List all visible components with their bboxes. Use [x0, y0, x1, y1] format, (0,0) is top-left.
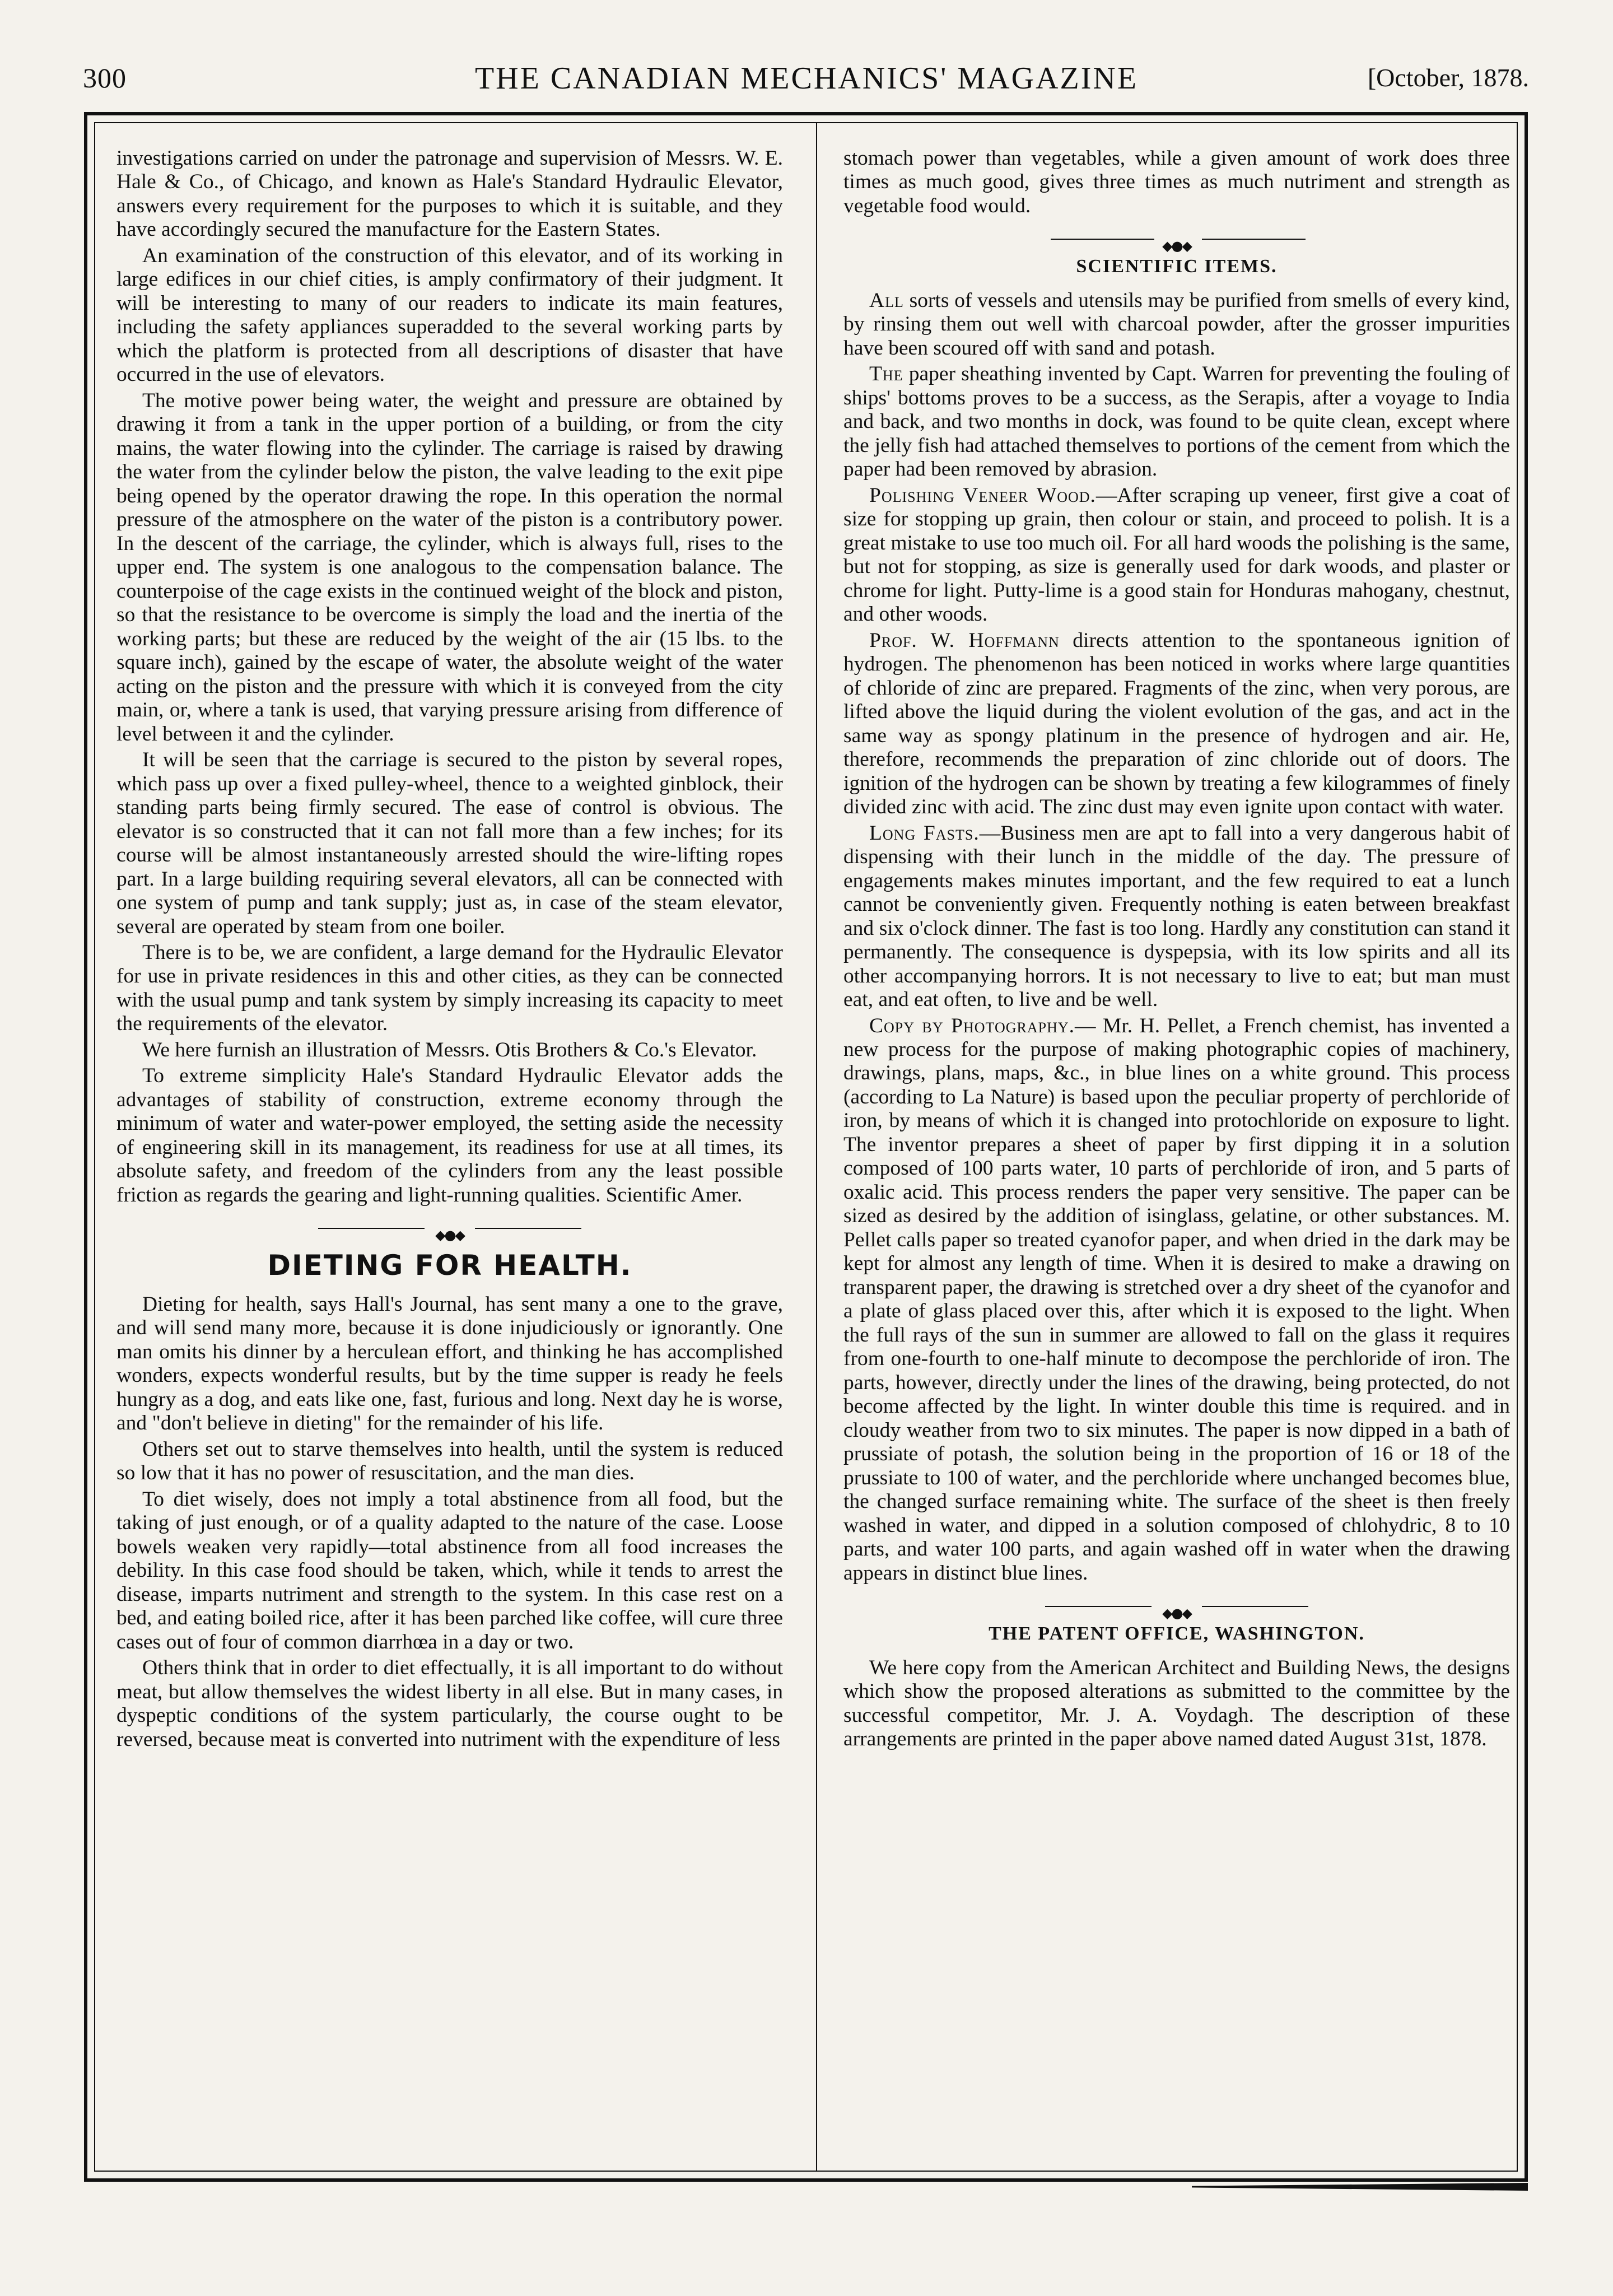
science-item-lead: Copy by Photography. [869, 1014, 1075, 1037]
science-item-text: —Business men are apt to fall into a very dangerous habit of dispensing with their lunch in the middle of the day. The pressure of engagements makes minutes important, and the few required to eat a lunch cannot be conveniently given. Frequently nothing is eaten between breakfast and six o'clock dinner. The fast is too long. Hardly any constitution can stand it permanently. The consequence is dyspepsia, with its low spirits and all its other accompanying horrors. It is not necessary to live to eat; but man must eat, and eat often, to live and be well. [843, 821, 1510, 1012]
column-rule [816, 123, 817, 2171]
science-item [843, 822, 1510, 1012]
page-bottom-rule-swell [1192, 2183, 1528, 2191]
science-item [843, 289, 1510, 360]
article-paragraph: Dieting for health, says Hall's Journal, has sent many a one to the grave, and will send many more, because it is done injudiciously or ignorantly. One man omits his dinner by a herculean effort, and thinking he has accomplished wonders, expects wonderful results, but by the time supper is ready he feels hungry as a dog, and eats like one, fast, furious and long. Next day he is worse, and "don't believe in dieting" for the remainder of his life. [116, 1292, 783, 1435]
science-item [843, 484, 1510, 627]
page-frame [84, 112, 1528, 2182]
article-paragraph: It will be seen that the carriage is secured to the piston by several ropes, which pass up over a fixed pulley-wheel, thence to a weighted ginblock, their standing parts being firmly secured. The ease of control is obvious. The elevator is so constructed that it can not fall more than a few inches; for its course will be almost instantaneously arrested should the wire-lifting ropes part. In a large building requiring several elevators, all can be connected with one system of pump and tank supply; just as, in case of the steam elevator, several are operated by steam from one boiler. [116, 748, 783, 938]
section-heading-patent-office: THE PATENT OFFICE, WASHINGTON. [989, 1623, 1365, 1645]
running-head [0, 0, 1613, 106]
section-heading-dieting: DIETING FOR HEALTH. [267, 1249, 632, 1282]
science-item [843, 1014, 1510, 1586]
left-column [116, 147, 783, 1752]
page-frame-inner [94, 122, 1518, 2172]
science-item-lead: The [869, 362, 903, 386]
science-item-text: — Mr. H. Pellet, a French chemist, has invented a new process for the purpose of making photographic copies of machinery, drawings, plans, maps, &c., in blue lines on a white ground. This process (according to La Nature) is based upon the peculiar property of perchloride of iron, by means of which it is changed into protochloride on exposure to light. The inventor prepares a sheet of paper by first dipping it in a solution composed of 100 parts water, 10 parts of perchloride of iron, and 5 parts of oxalic acid. This process renders the paper very sensitive. The paper can be sized as desired by the addition of isinglass, gelatine, or other substances. M. Pellet calls paper so treated cyanofor paper, and when dried in the dark may be kept for almost any length of time. When it is desired to make a drawing on transparent paper, the drawing is stretched over a dry sheet of the cyanofor and a plate of glass placed over this, after which it is exposed to the light. When the full rays of the sun in summer are allowed to fall on the glass it requires from one-fourth to one-half minute to decompose the perchloride of iron. The parts, however, directly under the lines of the drawing, being protected, do not become affected by the light. In winter double this time is required. and in cloudy weather from two to six minutes. The paper is now dipped in a bath of prussiate of potash, the solution being in the proportion of 16 or 18 of the prussiate to 100 of water, and the perchloride where unchanged becomes blue, the changed surface remaining white. The surface of the sheet is then freely washed in water, and dipped in a solution composed of chlohydric, 8 to 10 parts, and water 100 parts, and again washed off in water when the drawing appears in distinct blue lines. [843, 1014, 1510, 1585]
article-paragraph: stomach power than vegetables, while a given amount of work does three times as much good, gives three times as much nutriment and strength as vegetable food would. [843, 147, 1510, 217]
science-item-lead: Polishing Veneer Wood. [869, 483, 1096, 507]
ornament-icon: ◆●◆ [432, 1227, 468, 1243]
section-divider-ornament [116, 1222, 783, 1244]
science-item-text: paper sheathing invented by Capt. Warren for preventing the fouling of ships' bottoms proves to be a success, as the Serapis, after a voyage to India and back, and two months in dock, was found to be quite clean, except where the jelly fish had attached themselves to portions of the cement from which the paper had been removed by abrasion. [843, 362, 1510, 481]
article-paragraph: To diet wisely, does not imply a total abstinence from all food, but the taking of just enough, or of a quality adapted to the nature of the case. Loose bowels weaken very rapidly—total abstinence from all food increases the debility. In this case food should be taken, which, while it tends to arrest the disease, imparts nutriment and strength to the system. In this case rest on a bed, and eating boiled rice, after it has been parched like coffee, will cure three cases out of four of common diarrhœa in a day or two. [116, 1487, 783, 1654]
science-item-lead: Long Fasts. [869, 821, 980, 845]
section-divider-ornament [843, 1600, 1510, 1622]
science-item-text: directs attention to the spontaneous ignition of hydrogen. The phenomenon has been noticed in works where large quantities of chloride of zinc are prepared. Fragments of the zinc, when very porous, are lifted above the liquid during the violent evolution of the gas, and act in the same way as spongy platinum in the presence of hydrogen and air. He, therefore, recommends the preparation of zinc chloride out of doors. The ignition of the hydrogen can be shown by treating a few kilogrammes of finely divided zinc with acid. The zinc dust may even ignite upon contact with water. [843, 628, 1510, 819]
article-paragraph: An examination of the construction of this elevator, and of its working in large edifices in our chief cities, is amply confirmatory of their judgment. It will be interesting to many of our readers to indicate its main features, including the safety appliances superadded to the several working parts by which the platform is protected from all descriptions of disaster that have occurred in the use of elevators. [116, 244, 783, 386]
science-item-text: —After scraping up veneer, first give a coat of size for stopping up grain, then colour or stain, and proceed to polish. It is a great mistake to use too much oil. For all hard woods the polishing is the same, but not for stopping, as size is generally used for dark woods, and plaster or chrome for light. Putty-lime is a good stain for Honduras mahogany, chestnut, and other woods. [843, 483, 1510, 626]
article-paragraph: We here copy from the American Architect and Building News, the designs which show the proposed alterations as submitted to the committee by the successful competitor, Mr. J. A. Voydagh. The description of these arrangements are printed in the paper above named dated August 31st, 1878. [843, 1656, 1510, 1751]
section-divider-ornament [843, 232, 1510, 254]
science-item-lead: All [869, 288, 904, 312]
issue-date: [October, 1878. [1367, 63, 1529, 92]
article-paragraph: We here furnish an illustration of Messrs. Otis Brothers & Co.'s Elevator. [142, 1038, 757, 1061]
article-paragraph: Others set out to starve themselves into health, until the system is reduced so low that it has no power of resuscitation, and the man dies. [116, 1437, 783, 1485]
article-paragraph: Others think that in order to diet effectually, it is all important to do without meat, but allow themselves the widest liberty in all else. But in many cases, in dyspeptic conditions of the system particularly, the course ought to be reversed, because meat is converted into nutriment with the expenditure of less [116, 1656, 783, 1751]
science-item [843, 362, 1510, 481]
journal-title: THE CANADIAN MECHANICS' MAGAZINE [474, 61, 1139, 96]
ornament-icon: ◆●◆ [1159, 1605, 1195, 1621]
article-paragraph: The motive power being water, the weight and pressure are obtained by drawing it from a tank in the upper portion of a building, or from the city mains, the water flowing into the cylinder. The carriage is raised by drawing the water from the cylinder below the piston, the valve leading to the exit pipe being opened by the operator drawing the rope. In this operation the normal pressure of the atmosphere on the water of the piston is a contributory power. In the descent of the carriage, the cylinder, which is always full, rises to the upper end. The system is one analogous to the compensation balance. The counterpoise of the cage exists in the continued weight of the block and piston, so that the resistance to be overcome is simply the load and the inertia of the working parts; but these are reduced by the weight of the air (15 lbs. to the square inch), gained by the escape of water, the absolute weight of the water acting on the piston and the pressure with which it is conveyed from the city main, or, where a tank is used, that varying pressure arising from difference of level between it and the cylinder. [116, 389, 783, 746]
right-column [843, 147, 1510, 1752]
science-item-text: sorts of vessels and utensils may be purified from smells of every kind, by rinsing them out well with charcoal powder, after the grosser impurities have been scoured off with sand and potash. [843, 288, 1510, 360]
ornament-icon: ◆●◆ [1159, 238, 1195, 254]
science-item [843, 629, 1510, 819]
article-paragraph: investigations carried on under the patronage and supervision of Messrs. W. E. Hale & Co., of Chicago, and known as Hale's Standard Hydraulic Elevator, answers every requirement for the purposes to which it is suitable, and they have accordingly secured the manufacture for the Eastern States. [116, 147, 783, 241]
page-number: 300 [83, 62, 127, 94]
page-bottom-rule [84, 2181, 1528, 2193]
article-paragraph: There is to be, we are confident, a large demand for the Hydraulic Elevator for use in private residences in this and other cities, as they can be connected with the usual pump and tank system by simply increasing its capacity to meet the requirements of the elevator. [116, 940, 783, 1036]
section-heading-scientific: SCIENTIFIC ITEMS. [1076, 256, 1278, 277]
article-paragraph: To extreme simplicity Hale's Standard Hydraulic Elevator adds the advantages of stability of construction, extreme economy through the minimum of water and water-power employed, the setting aside the necessity of engineering skill in its management, its readiness for use at all times, its absolute safety, and freedom of the cylinders from any the least possible friction as regards the gearing and light-running qualities. Scientific Amer. [116, 1064, 783, 1207]
science-item-lead: Prof. W. Hoffmann [869, 628, 1060, 652]
